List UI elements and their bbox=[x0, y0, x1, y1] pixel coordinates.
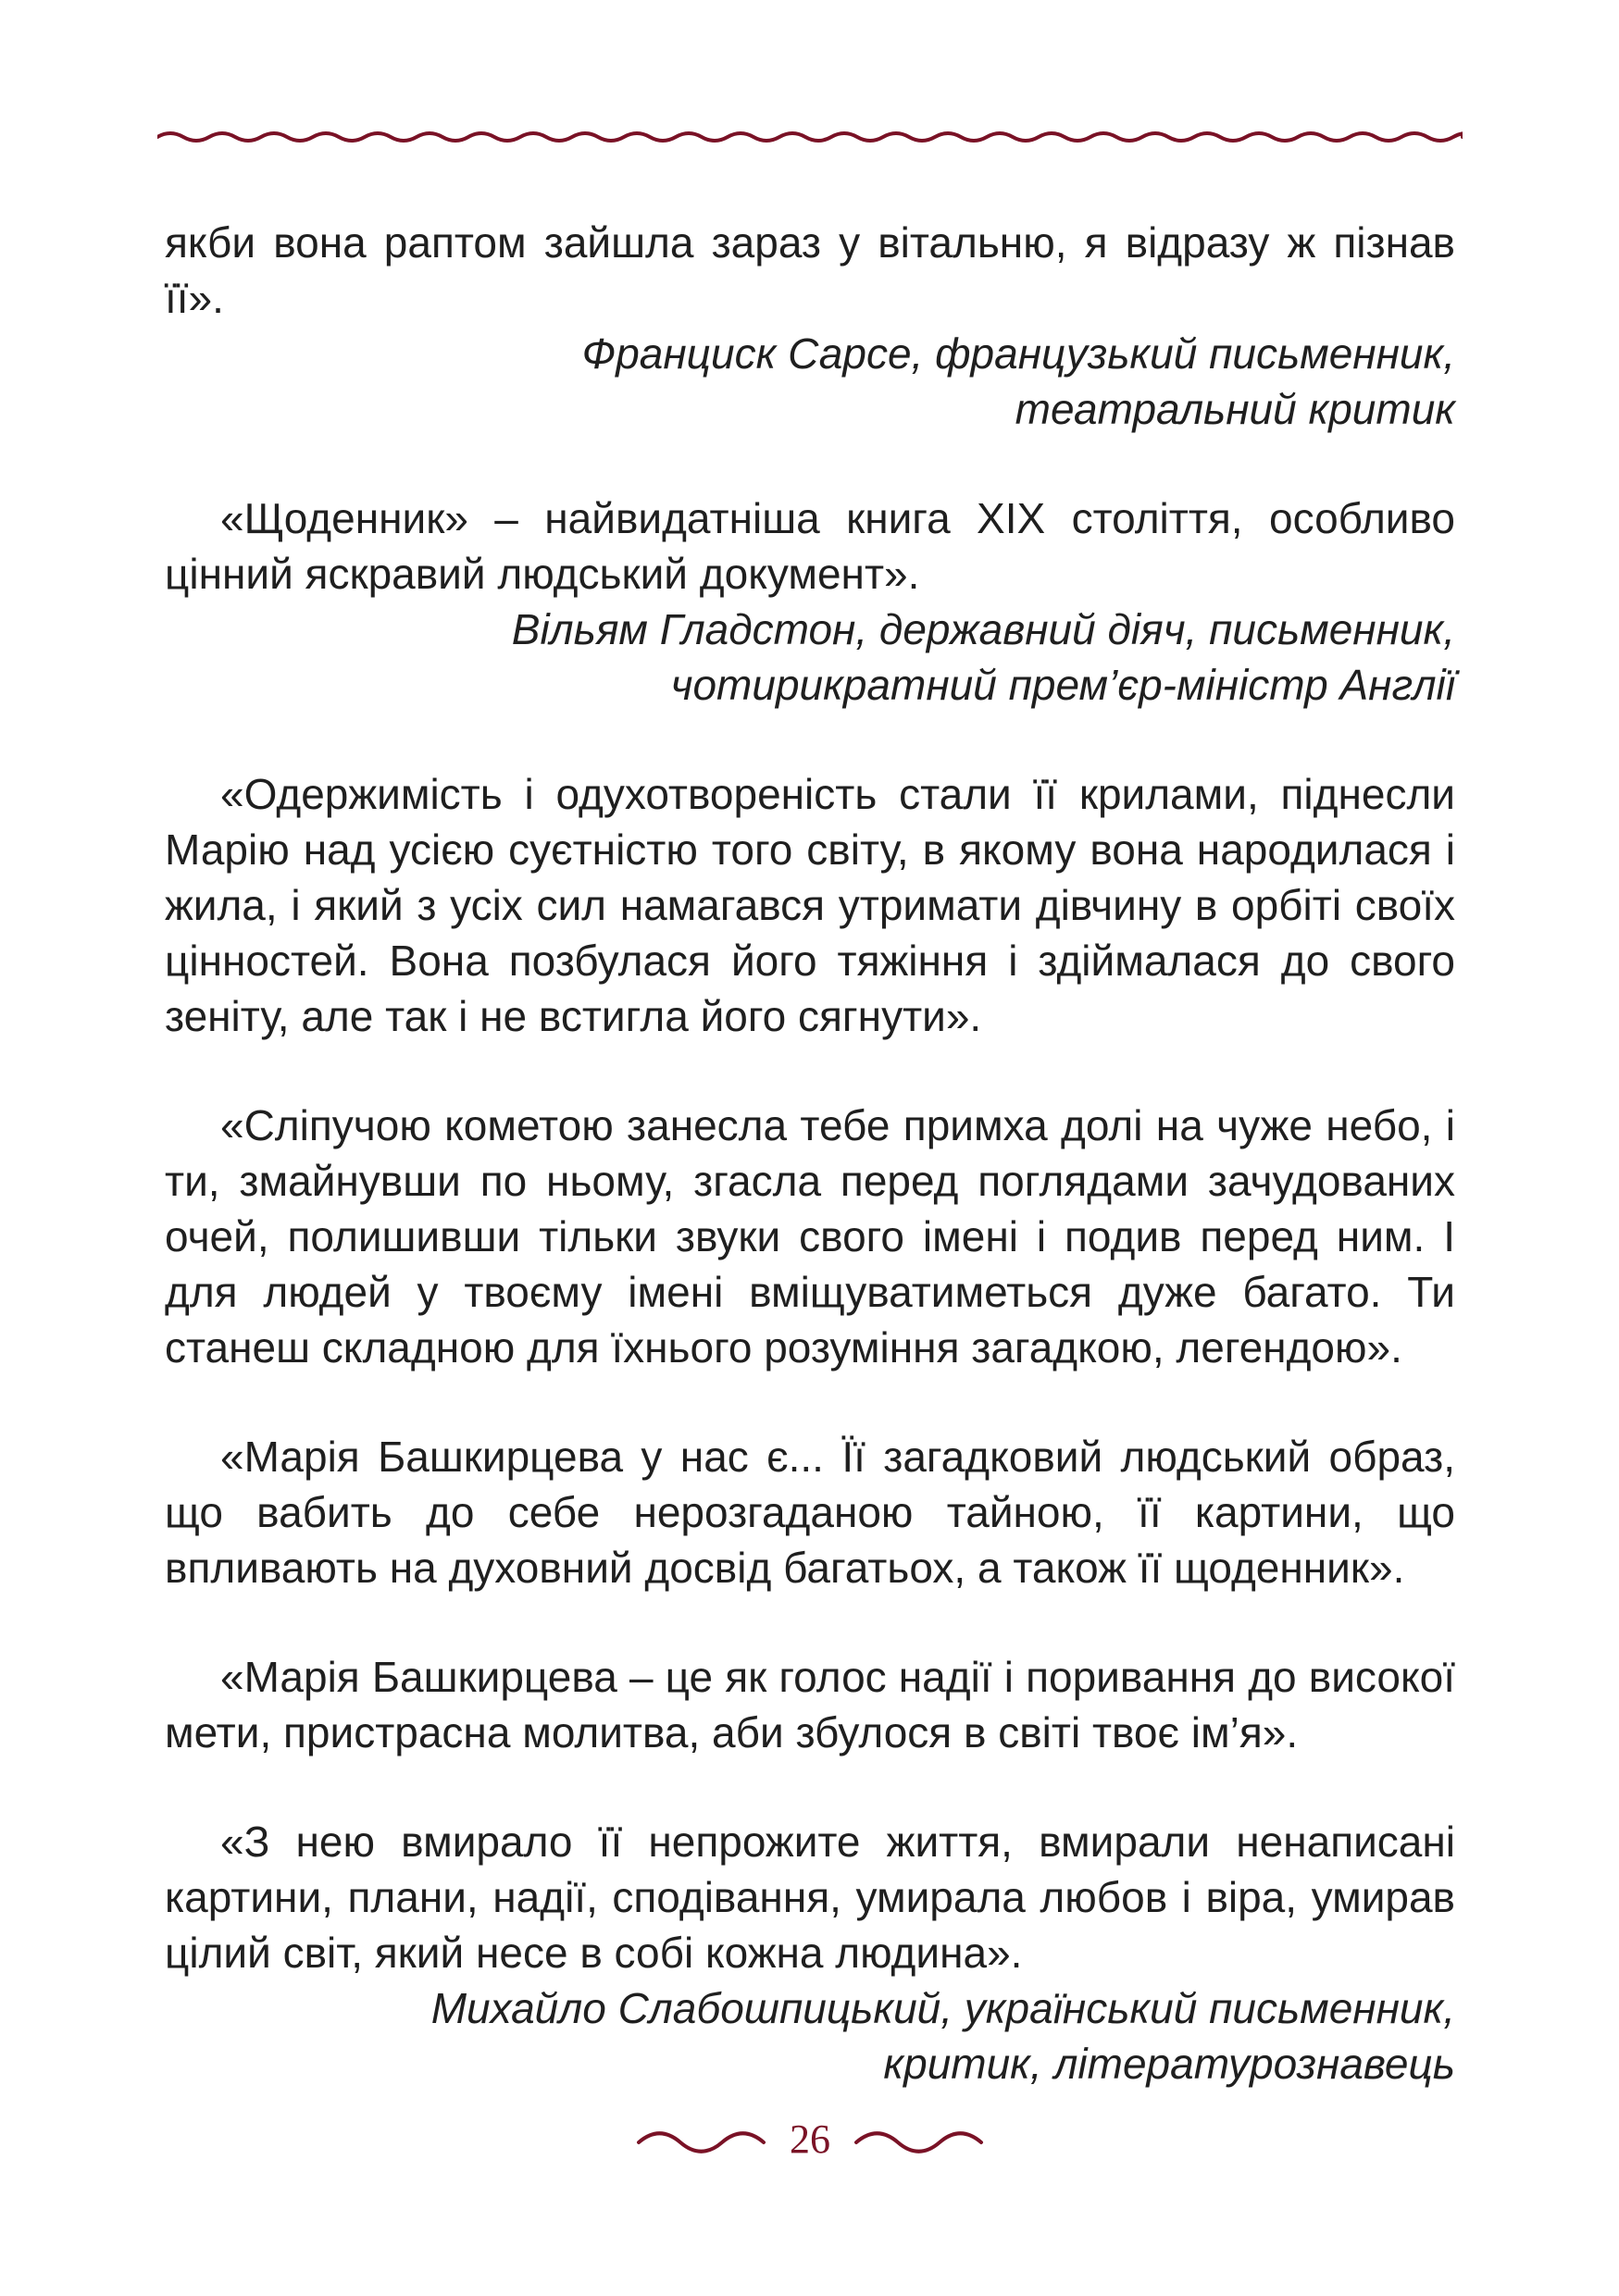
quote-text: «Марія Башкирцева – це як голос надії і поривання до високої мети, пристрасна молитва, аби збулося в світі твоє ім’я». bbox=[165, 1653, 1455, 1756]
quote-block-slaboshpytsky bbox=[165, 1814, 1455, 2091]
attribution-line: чотирикратний прем’єр-міністр Англії bbox=[670, 661, 1455, 709]
attribution-line: Франциск Сарсе, французький письменник, bbox=[581, 329, 1455, 378]
attribution-line: театральний критик bbox=[1015, 385, 1455, 433]
quote-text: «Сліпучою кометою занесла тебе примха долі на чуже небо, і ти, змайнувши по ньому, згасла перед поглядами зачудованих очей, полишивши тільки звуки свого імені і подив перед ним. І для людей у твоєму імені вміщуватиметься дуже багато. Ти станеш складною для їхнього розуміння загадкою, легендою». bbox=[165, 1101, 1455, 1371]
quote-text: «Одержимість і одухотвореність стали її крилами, піднесли Марію над усією суєтністю того світу, в якому вона народилася і жила, і який з усіх сил намагався утримати дівчину в орбіті своїх цінностей. Вона позбулася його тяжіння і здіймалася до свого зеніту, але так і не встигла його сягнути». bbox=[165, 770, 1455, 1040]
quote-block-mystery bbox=[165, 1429, 1455, 1595]
attribution-line: Вільям Гладстон, державний діяч, письменник, bbox=[511, 605, 1455, 653]
quote-block-wings bbox=[165, 766, 1455, 1044]
page-footer bbox=[0, 2110, 1619, 2184]
quote-text: якби вона раптом зайшла зараз у вітальню, я відразу ж пізнав її». bbox=[165, 218, 1455, 322]
attribution-line: Михайло Слабошпицький, український письменник, bbox=[430, 1984, 1455, 2032]
quote-text: «Марія Башкирцева у нас є... Її загадковий людський образ, що вабить до себе нерозгаданою тайною, її картини, що впливають на духовний досвід багатьох, а також її щоденник». bbox=[165, 1433, 1455, 1592]
attribution-line: критик, літературознавець bbox=[883, 2040, 1455, 2088]
quote-block-sarcey bbox=[165, 215, 1455, 437]
page-number: 26 bbox=[790, 2116, 830, 2162]
quote-block-hope bbox=[165, 1649, 1455, 1760]
top-wave-divider bbox=[157, 118, 1463, 155]
quote-block-comet bbox=[165, 1098, 1455, 1375]
quote-text: «З нею вмирало її непрожите життя, вмирали ненаписані картини, плани, надії, сподівання, умирала любов і віра, умирав цілий світ, який несе в собі кожна людина». bbox=[165, 1818, 1455, 1977]
quote-text: «Щоденник» – найвидатніша книга XIX століття, особливо цінний яскравий людський документ». bbox=[165, 494, 1455, 598]
quote-block-gladstone bbox=[165, 490, 1455, 713]
quotes-content bbox=[165, 215, 1455, 2091]
